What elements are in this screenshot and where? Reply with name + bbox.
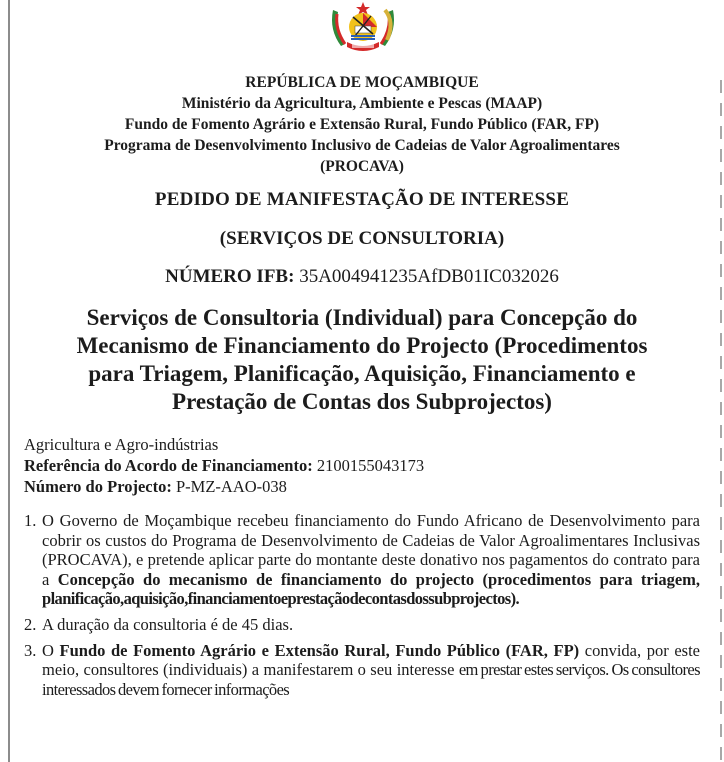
- ministry-name: Ministério da Agricultura, Ambiente e Pescas (MAAP): [181, 95, 543, 112]
- item-text: em prestar estes serviços. Os consultores interessados devem fornecer informações: [42, 660, 700, 699]
- ifb-label: NÚMERO IFB:: [165, 266, 295, 287]
- list-number: 1.: [24, 511, 37, 530]
- program-acronym: (PROCAVA): [320, 158, 404, 175]
- list-item: [24, 641, 700, 700]
- sector: Agricultura e Agro-indústrias: [24, 435, 219, 454]
- page-border: [8, 0, 10, 762]
- project-title-line: Serviços de Consultoria (Individual) para Concepção do: [86, 305, 638, 330]
- item-bold-text: planificação,aquisição,financiamentoeprestaçãodecontasdossubprojectos).: [42, 589, 519, 609]
- ifb-value: 35A004941235AfDB01IC032026: [299, 266, 559, 287]
- project-number-label: Número do Projecto:: [24, 477, 172, 496]
- mozambique-coat-of-arms-icon: [325, 0, 401, 56]
- agreement-value: 2100155043173: [316, 456, 425, 475]
- item-text: O Governo de Moçambique recebeu financiamento do Fundo Africano de Desenvolvimento para cobrir os custos do Programa de Desenvolvimento de Cadeias de Valor Agroalimentares Inclusivas (PROCAVA), e pretende aplicar parte do montante deste donativo nos pagamentos do contrato para a: [42, 511, 700, 589]
- project-title-line: Prestação de Contas dos Subprojectos): [172, 389, 552, 414]
- agreement-label: Referência do Acordo de Financiamento:: [24, 456, 313, 475]
- list-item: [24, 615, 700, 635]
- country-name: REPÚBLICA DE MOÇAMBIQUE: [245, 74, 479, 91]
- document-subtitle: (SERVIÇOS DE CONSULTORIA): [219, 228, 505, 249]
- agreement-reference: [24, 455, 700, 476]
- project-number: [24, 476, 700, 497]
- list-number: 3.: [24, 640, 37, 660]
- project-meta: [24, 434, 700, 497]
- project-title-line: Mecanismo de Financiamento do Projecto (Procedimentos: [76, 333, 648, 358]
- item-text: convida, por este meio, consultores (individuais) a manifestarem o seu interesse: [42, 640, 700, 680]
- item-text: A duração da consultoria é de 45 dias.: [42, 614, 294, 634]
- item-bold-text: Concepção do mecanismo de financiamento do projecto (procedimentos para triagem,: [57, 569, 701, 589]
- list-number: 2.: [24, 614, 37, 634]
- list-item: [24, 511, 700, 609]
- letterhead: [24, 72, 700, 177]
- item-bold-text: Fundo de Fomento Agrário e Extensão Rural, Fundo Público (FAR, FP): [59, 640, 580, 660]
- fund-name: Fundo de Fomento Agrário e Extensão Rural, Fundo Público (FAR, FP): [124, 116, 600, 133]
- numbered-list: [24, 511, 700, 699]
- item-text: O: [42, 640, 60, 660]
- project-number-value: P-MZ-AAO-038: [175, 477, 287, 496]
- program-name: Programa de Desenvolvimento Inclusivo de Cadeias de Valor Agroalimentares: [104, 137, 620, 154]
- document-title: PEDIDO DE MANIFESTAÇÃO DE INTERESSE: [154, 189, 570, 210]
- ifb-number: [24, 266, 700, 288]
- document-page: [24, 70, 700, 705]
- project-title: [24, 304, 700, 416]
- revision-bar-marks: [720, 80, 723, 762]
- project-title-line: para Triagem, Planificação, Aquisição, Financiamento e: [88, 361, 636, 386]
